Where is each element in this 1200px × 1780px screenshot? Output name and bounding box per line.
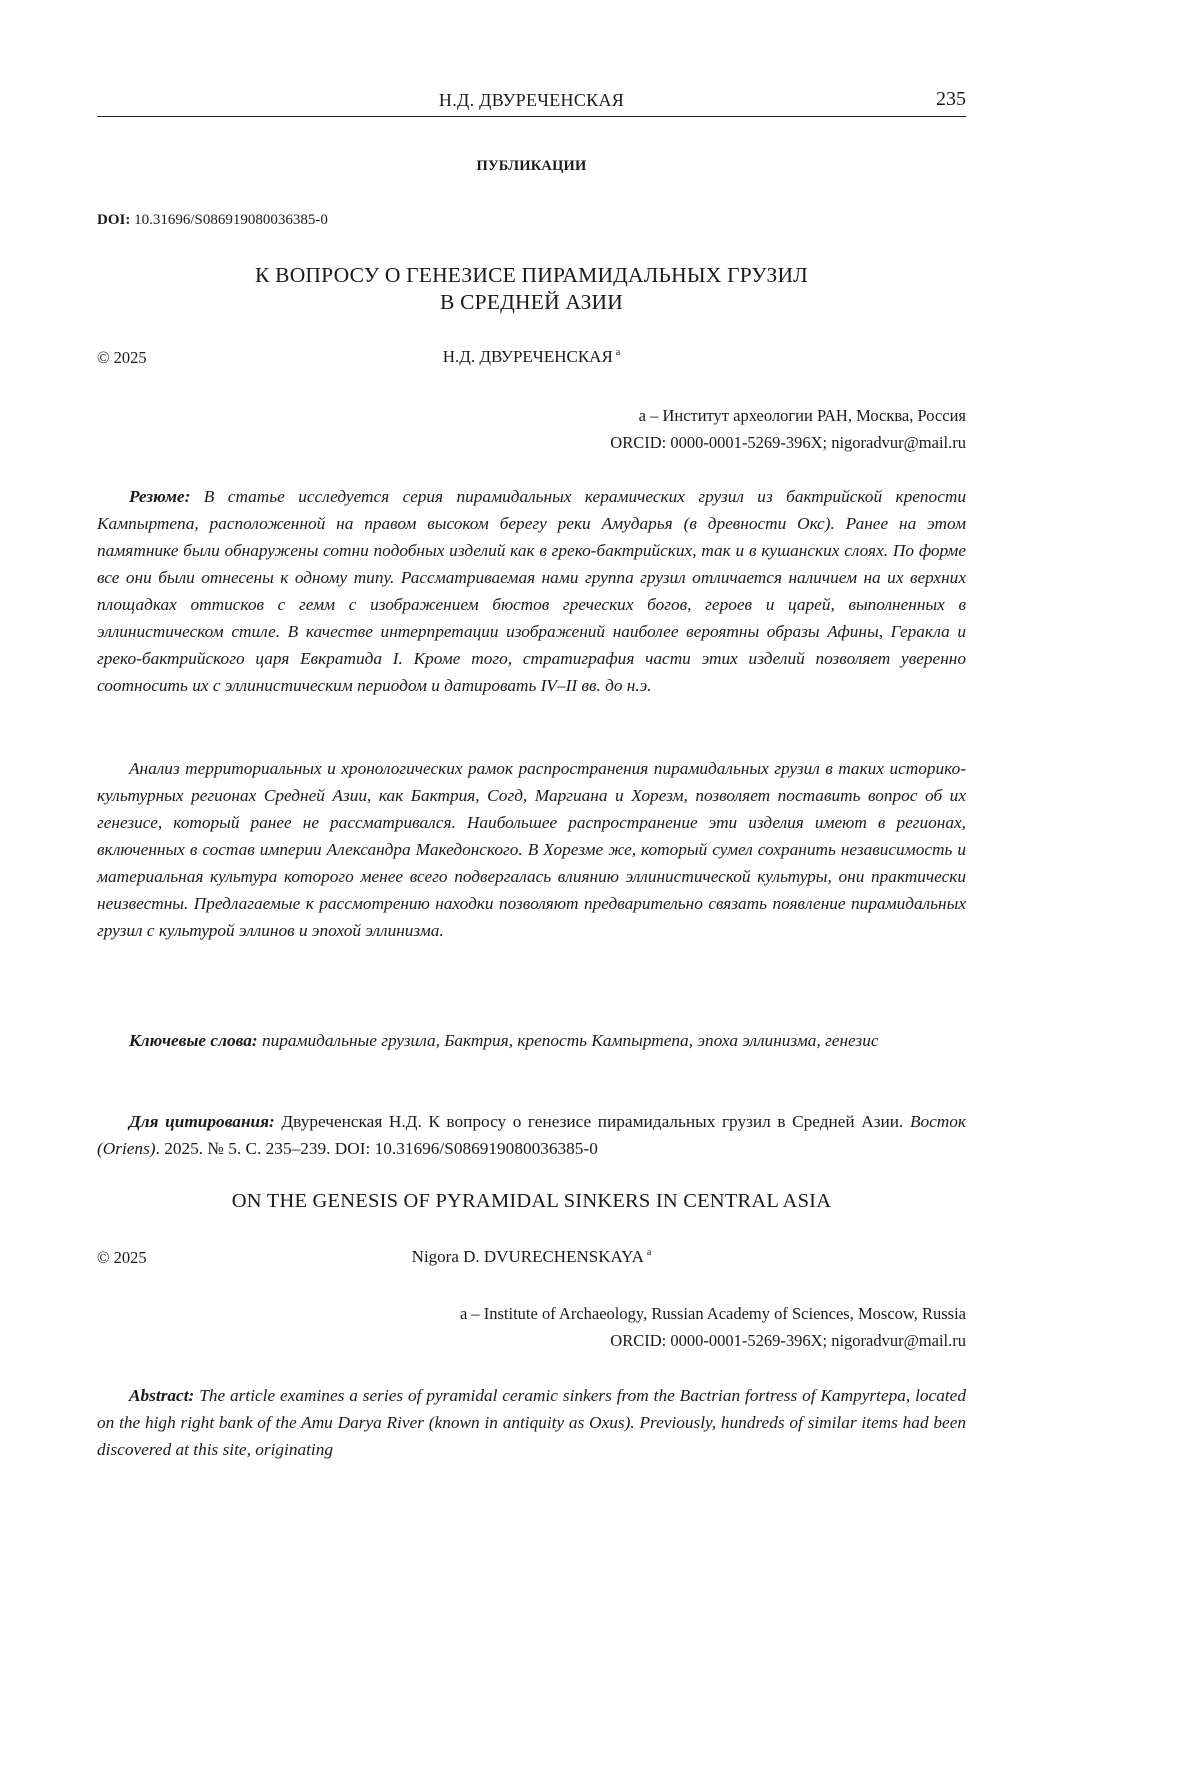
keywords-ru-text: пирамидальные грузила, Бактрия, крепость Кампыртепа, эпоха эллинизма, генезис — [262, 1031, 879, 1050]
keywords-ru — [97, 1027, 966, 1054]
copyright-en: © 2025 — [97, 1248, 147, 1268]
article-title-en: ON THE GENESIS OF PYRAMIDAL SINKERS IN CENTRAL ASIA — [97, 1188, 966, 1215]
citation-ru-journal: Восток (Oriens) — [97, 1112, 966, 1158]
abstract-en-text: The article examines a series of pyramidal ceramic sinkers from the Bactrian fortress of Kampyrtepa, located on the high right bank of the Amu Darya River (known in antiquity as Oxus). Previously, hundreds of similar items had been discovered at this site, originating — [97, 1386, 966, 1459]
running-header — [97, 88, 966, 117]
abstract-ru-p1-text: В статье исследуется серия пирамидальных керамических грузил из бактрийской крепости Кампыртепа, расположенной на правом высоком берегу реки Амударья (в древности Окс). Ранее на этом памятнике были обнаружены сотни подобных изделий как в греко-бактрийских, так и в кушанских слоях. По форме все они были отнесены к одному типу. Рассматриваемая нами группа грузил отличается наличием на их верхних площадках оттисков с гемм с изображением бюстов греческих богов, героев и царей, выполненных в эллинистическом стиле. В качестве интерпретации изображений наиболее вероятны образы Афины, Геракла и греко-бактрийского царя Евкратида I. Кроме того, стратиграфия части этих изделий позволяет уверенно соотносить их с эллинистическим периодом и датировать IV–II вв. до н.э. — [97, 487, 966, 695]
abstract-ru-p2 — [97, 755, 966, 944]
page-number: 235 — [936, 88, 966, 111]
abstract-en — [97, 1382, 966, 1463]
citation-ru-part2: . 2025. № 5. С. 235–239. DOI: 10.31696/S086919080036385-0 — [156, 1139, 598, 1158]
abstract-en-label: Abstract: — [129, 1386, 194, 1405]
author-ru-sup: a — [616, 347, 620, 358]
abstract-ru-label: Резюме: — [129, 487, 190, 506]
citation-ru — [97, 1108, 966, 1162]
copyright-ru: © 2025 — [97, 348, 147, 368]
affiliation-ru — [610, 402, 966, 456]
affiliation-en — [460, 1300, 966, 1354]
article-title-ru — [97, 262, 966, 316]
citation-ru-label: Для цитирования: — [129, 1112, 275, 1131]
citation-ru-part1: Двуреченская Н.Д. К вопросу о генезисе пирамидальных грузил в Средней Азии. — [281, 1112, 903, 1131]
author-en — [97, 1247, 966, 1267]
section-label: ПУБЛИКАЦИИ — [97, 158, 966, 175]
author-en-sup: a — [647, 1247, 651, 1258]
orcid-en: ORCID: 0000-0001-5269-396X; nigoradvur@mail.ru — [460, 1327, 966, 1354]
title-ru-line-2: В СРЕДНЕЙ АЗИИ — [97, 289, 966, 316]
doi-label: DOI: — [97, 212, 130, 228]
abstract-ru-p2-text: Анализ территориальных и хронологических рамок распространения пирамидальных грузил в таких историко-культурных регионах Средней Азии, как Бактрия, Согд, Маргиана и Хорезм, позволяет поставить вопрос об их генезисе, который ранее не рассматривался. Наибольшее распространение эти изделия имеют в регионах, включенных в состав империи Александра Македонского. В Хорезме же, который сумел сохранить независимость и материальная культура которого менее всего подвергалась влиянию эллинистической культуры, они практически неизвестны. Предлагаемые к рассмотрению находки позволяют предварительно связать появление пирамидальных грузил с культурой эллинов и эпохой эллинизма. — [97, 759, 966, 940]
running-title: Н.Д. ДВУРЕЧЕНСКАЯ — [97, 90, 966, 111]
page — [0, 0, 1059, 1536]
doi-line — [97, 212, 328, 229]
affiliation-ru-line: a – Институт археологии РАН, Москва, Россия — [610, 402, 966, 429]
author-en-name: Nigora D. DVURECHENSKAYA — [412, 1247, 644, 1266]
author-ru-name: Н.Д. ДВУРЕЧЕНСКАЯ — [443, 347, 613, 366]
author-ru — [97, 347, 966, 367]
title-ru-line-1: К ВОПРОСУ О ГЕНЕЗИСЕ ПИРАМИДАЛЬНЫХ ГРУЗИЛ — [97, 262, 966, 289]
affiliation-en-line: a – Institute of Archaeology, Russian Academy of Sciences, Moscow, Russia — [460, 1300, 966, 1327]
abstract-ru-p1 — [97, 483, 966, 699]
doi-value: 10.31696/S086919080036385-0 — [134, 212, 328, 228]
orcid-ru: ORCID: 0000-0001-5269-396X; nigoradvur@mail.ru — [610, 429, 966, 456]
keywords-ru-label: Ключевые слова: — [129, 1031, 258, 1050]
